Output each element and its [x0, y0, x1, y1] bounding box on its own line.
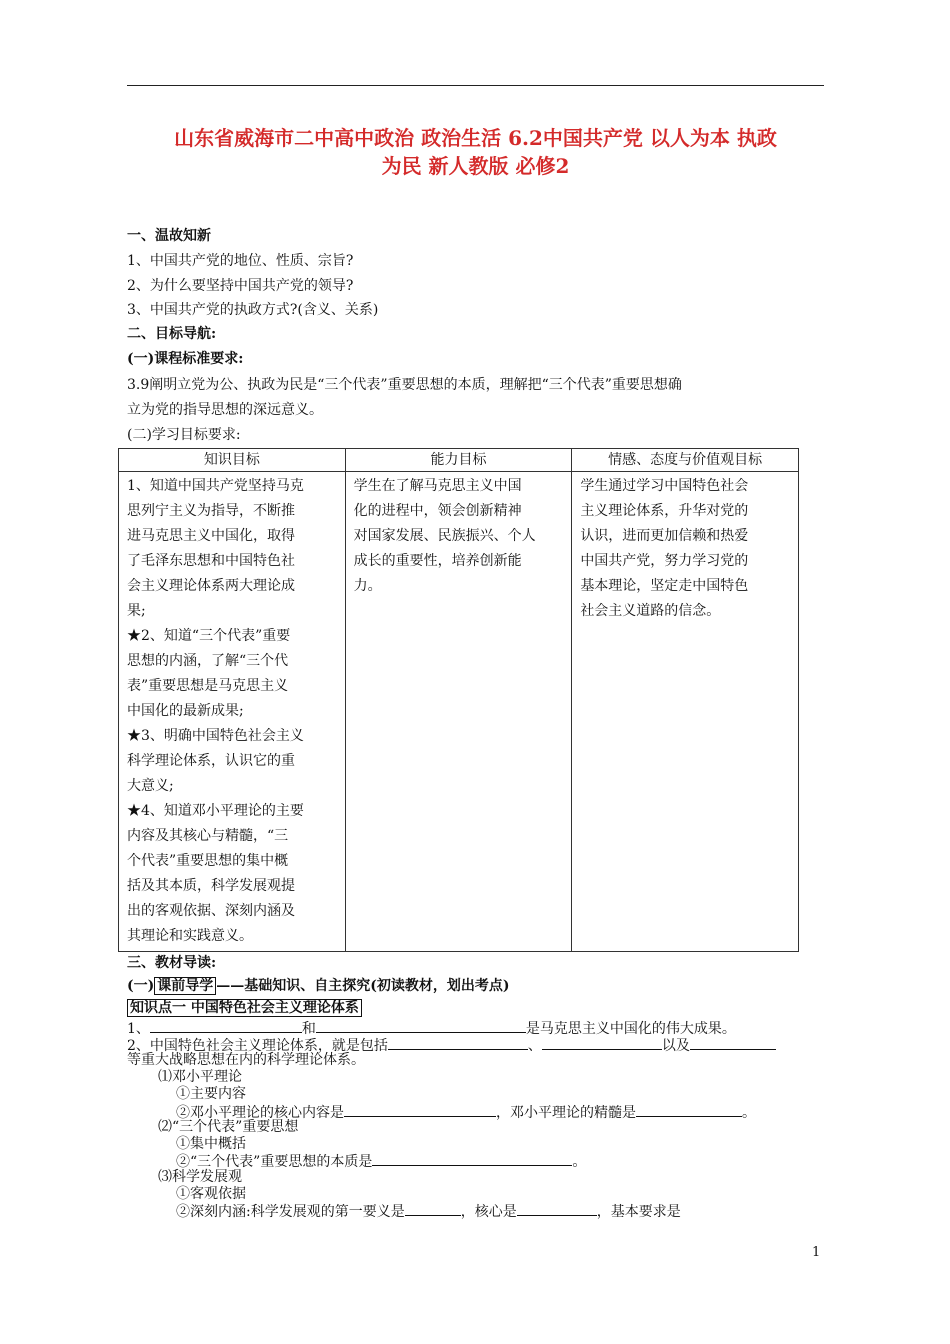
standard-heading: (一)课程标准要求:: [127, 351, 244, 367]
knowledge-line: 会主义理论体系两大理论成: [127, 578, 295, 594]
header-rule: [127, 85, 824, 86]
knowledge-line: ★3、明确中国特色社会主义: [127, 728, 304, 744]
attitude-line: 主义理论体系，升华对党的: [580, 503, 749, 519]
knowledge-line: 表”重要思想是马克思主义: [127, 678, 289, 694]
attitude-line: 社会主义道路的信念。: [580, 603, 721, 619]
review-question-3: 3、中国共产党的执政方式?(含义、关系): [127, 302, 379, 318]
guide-heading: 三、教材导读:: [127, 955, 217, 971]
attitude-line: 学生通过学习中国特色社会: [580, 478, 749, 494]
knowledge-line: 1、知道中国共产党坚持马克: [127, 478, 304, 494]
standard-text-1: 3.9阐明立党为公、执政为民是“三个代表”重要思想的本质，理解把“三个代表”重要思想确: [127, 377, 682, 393]
answer-blank[interactable]: [405, 1200, 461, 1216]
attitude-line: 中国共产党，努力学习党的: [580, 553, 749, 569]
answer-blank[interactable]: [388, 1034, 528, 1050]
ability-line: 力。: [353, 578, 382, 594]
answer-blank[interactable]: [690, 1034, 776, 1050]
knowledge-line: 果;: [127, 603, 146, 619]
answer-blank[interactable]: [344, 1101, 496, 1117]
knowledge-line: ★4、知道邓小平理论的主要: [127, 803, 304, 819]
review-question-1: 1、中国共产党的地位、性质、宗旨?: [127, 253, 354, 269]
answer-blank[interactable]: [150, 1017, 302, 1033]
knowledge-line: 括及其本质，科学发展观提: [127, 878, 295, 894]
knowledge-line: 个代表”重要思想的集中概: [127, 853, 289, 869]
fill-line-1: 1、 和 是马克思主义中国化的伟大成果。: [127, 1017, 736, 1039]
answer-blank[interactable]: [636, 1101, 742, 1117]
header-knowledge: 知识目标: [119, 449, 346, 472]
ability-line: 成长的重要性，培养创新能: [353, 553, 522, 569]
header-ability: 能力目标: [345, 449, 572, 472]
knowledge-point-label: 知识点一 中国特色社会主义理论体系: [127, 998, 362, 1018]
pre-study-boxed-label: 课前导学: [154, 977, 216, 995]
attitude-line: 认识，进而更加信赖和热爱: [580, 528, 749, 544]
ability-line: 对国家发展、民族振兴、个人: [353, 528, 536, 544]
standard-text-2: 立为党的指导思想的深远意义。: [127, 402, 323, 418]
pre-study-prefix: (一): [127, 978, 155, 994]
fill-line-3: 等重大战略思想在内的科学理论体系。: [127, 1052, 365, 1068]
page-number: 1: [812, 1245, 821, 1260]
pre-study-suffix: ——基础知识、自主探究(初读教材，划出考点): [216, 978, 510, 994]
deng-theory-item: ⑴邓小平理论: [158, 1069, 242, 1085]
knowledge-line: 进马克思主义中国化，取得: [127, 528, 295, 544]
table-row: [119, 472, 799, 952]
ability-goals-cell: [345, 472, 572, 952]
scientific-development-content-line: ②深刻内涵:科学发展观的第一要义是 ，核心是 ，基本要求是: [176, 1200, 681, 1222]
attitude-goals-cell: [572, 472, 799, 952]
attitude-line: 基本理论，坚定走中国特色: [580, 578, 749, 594]
document-title: [127, 124, 824, 180]
learning-heading: (二)学习目标要求:: [127, 427, 241, 443]
three-represents-item: ⑵“三个代表”重要思想: [158, 1119, 299, 1135]
knowledge-line: 大意义;: [127, 778, 174, 794]
fill-line-2: 2、中国特色社会主义理论体系，就是包括 、 以及: [127, 1034, 776, 1056]
deng-theory-core-line: ②邓小平理论的核心内容是 ，邓小平理论的精髓是 。: [176, 1101, 756, 1123]
answer-blank[interactable]: [316, 1017, 526, 1033]
goals-heading: 二、目标导航:: [127, 326, 217, 342]
table-header-row: [119, 449, 799, 472]
scientific-development-item: ⑶科学发展观: [158, 1169, 242, 1185]
title-line-2: 为民 新人教版 必修2: [381, 154, 570, 178]
ability-line: 化的进程中，领会创新精神: [353, 503, 522, 519]
answer-blank[interactable]: [372, 1150, 572, 1166]
knowledge-line: 中国化的最新成果;: [127, 703, 244, 719]
learning-goals-table: [118, 448, 799, 952]
knowledge-line: 思想的内涵，了解“三个代: [127, 653, 289, 669]
knowledge-line: 内容及其核心与精髓，“三: [127, 828, 289, 844]
review-question-2: 2、为什么要坚持中国共产党的领导?: [127, 278, 354, 294]
review-heading: 一、温故知新: [127, 228, 211, 244]
deng-theory-content: ①主要内容: [176, 1086, 246, 1102]
knowledge-line: 科学理论体系，认识它的重: [127, 753, 295, 769]
title-line-1: 山东省威海市二中高中政治 政治生活 6.2中国共产党 以人为本 执政: [174, 126, 777, 150]
knowledge-line: ★2、知道“三个代表”重要: [127, 628, 291, 644]
header-attitude: 情感、态度与价值观目标: [572, 449, 799, 472]
knowledge-line: 了毛泽东思想和中国特色社: [127, 553, 295, 569]
pre-study-heading: [127, 976, 510, 996]
three-represents-summary: ①集中概括: [176, 1136, 246, 1152]
knowledge-goals-cell: [119, 472, 346, 952]
three-represents-essence-line: ②“三个代表”重要思想的本质是 。: [176, 1150, 586, 1172]
scientific-development-basis: ①客观依据: [176, 1186, 246, 1202]
knowledge-line: 其理论和实践意义。: [127, 928, 253, 944]
knowledge-line: 思列宁主义为指导，不断推: [127, 503, 295, 519]
answer-blank[interactable]: [542, 1034, 662, 1050]
answer-blank[interactable]: [517, 1200, 597, 1216]
ability-line: 学生在了解马克思主义中国: [353, 478, 522, 494]
knowledge-line: 出的客观依据、深刻内涵及: [127, 903, 295, 919]
